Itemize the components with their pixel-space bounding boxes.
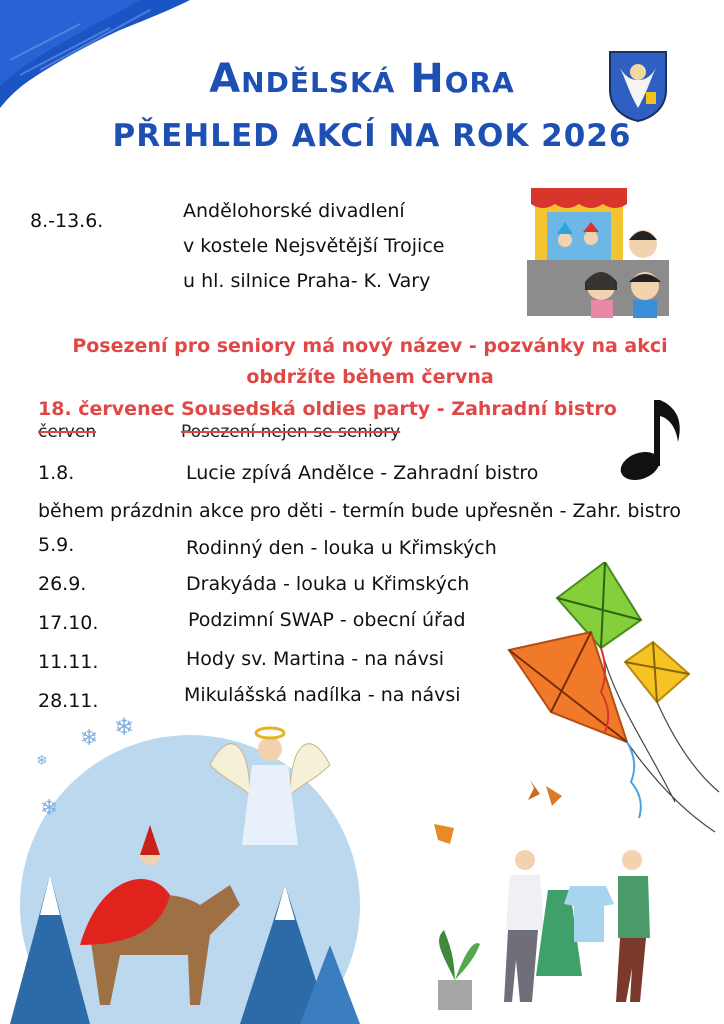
coat-of-arms-icon <box>608 50 668 122</box>
event-title: Lucie zpívá Andělce - Zahradní bistro <box>186 462 539 484</box>
notice-line: Posezení pro seniory má nový název - pozvánky na akci <box>72 335 668 357</box>
snowflake-icon: ❄ <box>80 726 99 751</box>
new-event-date: 18. červenec <box>38 398 175 420</box>
puppet-theatre-icon <box>525 182 673 320</box>
notice-text <box>40 331 700 393</box>
event-date: 11.11. <box>38 651 99 673</box>
plant-icon <box>438 930 480 1010</box>
event-date: 8.-13.6. <box>30 210 104 232</box>
event-date: 1.8. <box>38 462 75 484</box>
winter-scene <box>0 705 360 1024</box>
leaf-icon <box>528 780 540 800</box>
event-line: v kostele Nejsvětější Trojice <box>183 235 445 257</box>
leaf-icon <box>434 824 454 844</box>
snowflake-icon: ❄ <box>40 796 59 821</box>
event-line: Andělohorské divadlení <box>183 200 405 222</box>
event-title: Hody sv. Martina - na návsi <box>186 648 445 670</box>
event-title: Drakyáda - louka u Křimských <box>186 573 470 595</box>
event-date: 26.9. <box>38 573 87 595</box>
event-date: 17.10. <box>38 612 99 634</box>
event-date: 28.11. <box>38 690 99 712</box>
event-title: Podzimní SWAP - obecní úřad <box>188 609 466 631</box>
new-event-title: Sousedská oldies party - Zahradní bistro <box>181 398 617 420</box>
page-subtitle: PŘEHLED AKCÍ NA ROK 2026 <box>112 118 632 154</box>
snowflake-icon: ❄ <box>36 753 48 769</box>
snowflake-icon: ❄ <box>114 713 135 741</box>
old-event-date: červen <box>38 422 97 442</box>
notice-line: obdržíte během června <box>246 366 494 388</box>
music-note-icon <box>618 396 688 484</box>
leaf-icon <box>546 786 562 806</box>
event-date: 5.9. <box>38 534 75 556</box>
swap-people-icon <box>420 780 720 1020</box>
event-line: u hl. silnice Praha- K. Vary <box>183 270 431 292</box>
event-title: Rodinný den - louka u Křimských <box>186 537 497 559</box>
summer-line: během prázdnin akce pro děti - termín bude upřesněn - Zahr. bistro <box>38 500 682 522</box>
event-title: Mikulášská nadílka - na návsi <box>184 684 461 706</box>
old-event-title: Posezení nejen se seniory <box>181 422 401 442</box>
page-title: Andělská Hora <box>209 56 515 102</box>
